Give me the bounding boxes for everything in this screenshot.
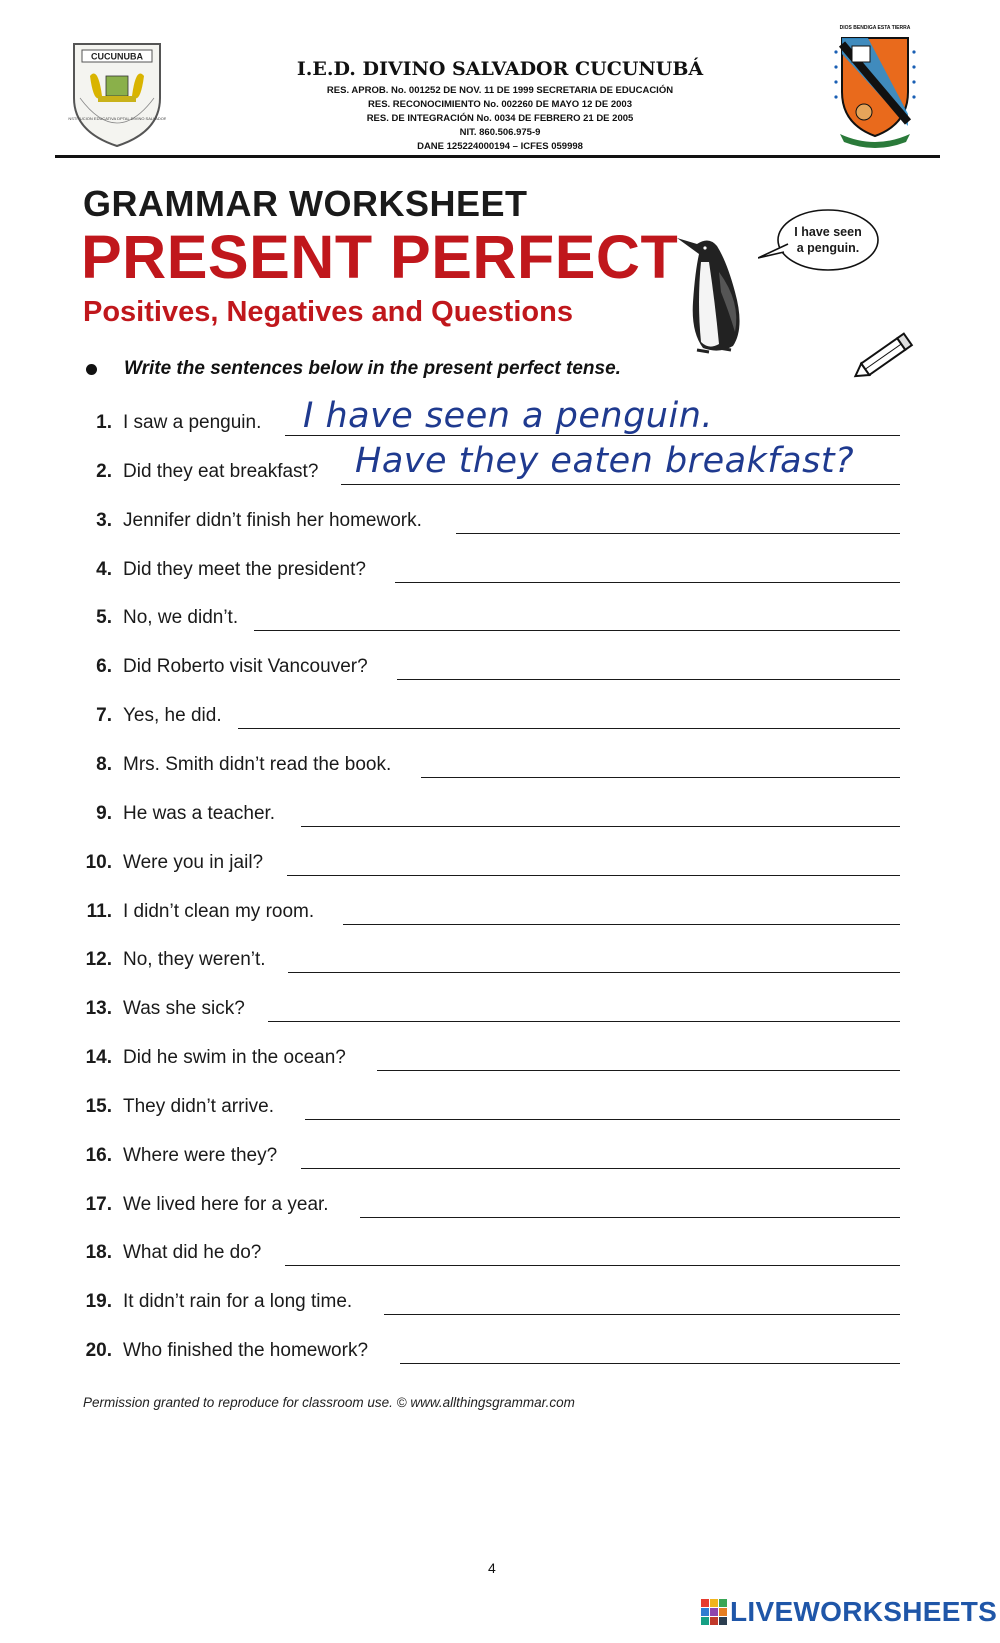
exercise-number: 13. — [85, 998, 112, 1020]
page-number: 4 — [488, 1560, 496, 1576]
exercise-row — [0, 994, 1000, 1024]
answer-line[interactable] — [301, 826, 900, 827]
liveworksheets-logo-icon — [700, 1598, 728, 1626]
exercise-number: 14. — [85, 1047, 112, 1069]
exercise-row — [0, 701, 1000, 731]
exercise-sentence: Where were they? — [123, 1144, 278, 1166]
bubble-text-line1: I have seen — [794, 225, 862, 239]
answer-line[interactable] — [268, 1021, 900, 1022]
exercise-sentence: He was a teacher. — [123, 802, 276, 824]
exercise-row — [0, 799, 1000, 829]
exercise-sentence: We lived here for a year. — [123, 1193, 329, 1215]
exercise-sentence: Yes, he did. — [123, 705, 222, 727]
resolution-line: NIT. 860.506.975-9 — [459, 127, 541, 138]
exercise-row — [0, 652, 1000, 682]
exercise-row — [0, 945, 1000, 975]
answer-line[interactable] — [360, 1217, 900, 1218]
exercise-row — [0, 396, 1000, 438]
exercise-number: 17. — [85, 1193, 112, 1215]
exercise-row — [0, 848, 1000, 878]
exercise-sentence: Was she sick? — [123, 998, 245, 1020]
resolution-line: RES. DE INTEGRACIÓN No. 0034 DE FEBRERO 21 DE 2005 — [366, 113, 634, 124]
exercise-number: 2. — [96, 460, 112, 482]
pencil-icon — [848, 328, 918, 388]
resolution-line: RES. RECONOCIMIENTO No. 002260 DE MAYO 12 DE 2003 — [368, 99, 632, 110]
exercise-number: 18. — [85, 1242, 112, 1264]
exercise-row — [0, 440, 1000, 487]
worksheet-title: GRAMMAR WORKSHEET — [83, 183, 528, 224]
answer-line[interactable] — [341, 484, 900, 485]
exercise-sentence: It didn’t rain for a long time. — [123, 1291, 353, 1313]
exercise-row — [0, 603, 1000, 633]
exercise-row — [0, 1043, 1000, 1073]
exercise-sentence: Who finished the homework? — [123, 1340, 369, 1362]
instruction-text: Write the sentences below in the present perfect tense. — [124, 358, 621, 379]
answer-line[interactable] — [343, 924, 900, 925]
bubble-text-line2: a penguin. — [796, 241, 860, 255]
answer-line[interactable] — [421, 777, 900, 778]
exercise-sentence: What did he do? — [123, 1242, 262, 1264]
exercise-sentence: I saw a penguin. — [123, 412, 262, 433]
exercise-number: 4. — [96, 558, 112, 580]
answer-line[interactable] — [238, 728, 900, 729]
school-logo-right — [828, 22, 922, 150]
exercise-number: 11. — [86, 900, 112, 922]
header-rule — [55, 155, 940, 158]
exercise-sentence: No, we didn’t. — [123, 607, 239, 629]
handwritten-answer[interactable]: I have seen a penguin. — [303, 396, 713, 436]
exercise-sentence: Did they eat breakfast? — [123, 460, 319, 482]
exercise-sentence: Jennifer didn’t finish her homework. — [123, 509, 422, 531]
answer-line[interactable] — [301, 1168, 900, 1169]
exercise-number: 8. — [96, 753, 112, 775]
right-logo-motto: DIOS BENDIGA ESTA TIERRA — [839, 25, 911, 31]
exercise-sentence: I didn’t clean my room. — [123, 900, 315, 922]
answer-line[interactable] — [377, 1070, 900, 1071]
exercise-row — [0, 897, 1000, 927]
answer-line[interactable] — [305, 1119, 900, 1120]
exercise-number: 1. — [96, 412, 112, 433]
exercise-number: 9. — [96, 802, 112, 824]
answer-line[interactable] — [384, 1314, 900, 1315]
resolution-lines — [250, 84, 750, 154]
left-logo-label: CUCUNUBA — [91, 51, 143, 62]
liveworksheets-text: LIVEWORKSHEETS — [730, 1596, 998, 1627]
school-name: I.E.D. DIVINO SALVADOR CUCUNUBÁ — [296, 58, 704, 80]
answer-line[interactable] — [395, 582, 900, 583]
answer-line[interactable] — [456, 533, 900, 534]
penguin-illustration — [675, 232, 750, 357]
main-title: PRESENT PERFECT — [81, 223, 679, 291]
exercise-sentence: Did Roberto visit Vancouver? — [123, 656, 368, 678]
answer-line[interactable] — [288, 972, 900, 973]
exercise-row — [0, 1092, 1000, 1122]
speech-bubble — [758, 208, 883, 278]
exercise-row — [0, 1190, 1000, 1220]
handwritten-answer[interactable]: Have they eaten breakfast? — [355, 440, 855, 481]
subtitle: Positives, Negatives and Questions — [83, 296, 573, 328]
exercise-number: 7. — [96, 705, 112, 727]
exercise-number: 19. — [85, 1291, 112, 1313]
exercise-number: 5. — [96, 607, 112, 629]
school-logo-left — [68, 36, 166, 148]
permission-note: Permission granted to reproduce for classroom use. © www.allthingsgrammar.com — [83, 1395, 575, 1410]
exercise-number: 20. — [85, 1340, 112, 1362]
exercise-row — [0, 1336, 1000, 1366]
liveworksheets-brand[interactable] — [700, 1593, 997, 1631]
exercise-sentence: Did he swim in the ocean? — [123, 1047, 346, 1069]
exercise-row — [0, 1141, 1000, 1171]
exercise-sentence: Mrs. Smith didn’t read the book. — [123, 753, 392, 775]
exercise-number: 16. — [85, 1144, 112, 1166]
answer-line[interactable] — [285, 1265, 900, 1266]
answer-line[interactable] — [400, 1363, 900, 1364]
exercise-sentence: They didn’t arrive. — [123, 1095, 275, 1117]
exercise-sentence: No, they weren’t. — [123, 949, 266, 971]
exercise-row — [0, 1238, 1000, 1268]
exercise-number: 12. — [85, 949, 112, 971]
resolution-line: RES. APROB. No. 001252 DE NOV. 11 DE 1999 SECRETARIA DE EDUCACIÓN — [326, 85, 674, 96]
exercise-number: 10. — [85, 851, 112, 873]
exercise-number: 6. — [96, 656, 112, 678]
exercise-number: 15. — [85, 1095, 112, 1117]
answer-line[interactable] — [287, 875, 900, 876]
exercise-number: 3. — [96, 509, 112, 531]
exercise-sentence: Did they meet the president? — [123, 558, 366, 580]
exercise-row — [0, 1287, 1000, 1317]
left-logo-ring: INSTITUCION EDUCATIVA DPTAL DIVINO SALVADOR — [68, 116, 166, 121]
exercise-sentence: Were you in jail? — [123, 851, 264, 873]
exercise-row — [0, 555, 1000, 585]
exercise-row — [0, 506, 1000, 536]
resolution-line: DANE 125224000194 – ICFES 059998 — [417, 141, 583, 152]
exercise-row — [0, 750, 1000, 780]
instruction-bullet — [86, 364, 97, 375]
answer-line[interactable] — [254, 630, 900, 631]
answer-line[interactable] — [397, 679, 900, 680]
